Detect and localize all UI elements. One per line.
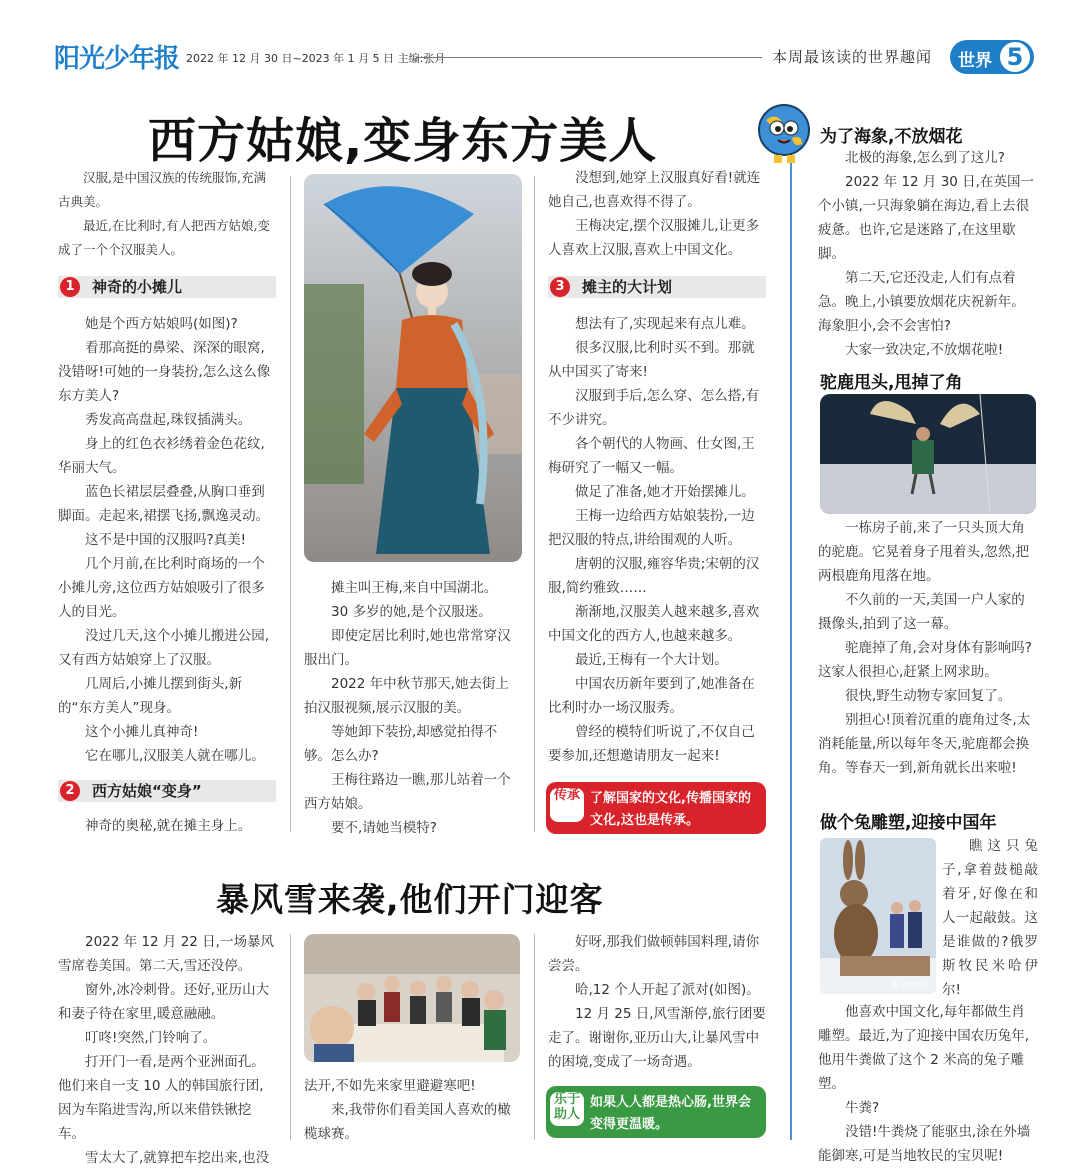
- sidebar-story-rabbit-side: [942, 834, 1038, 1002]
- paragraph: 没错!牛粪烧了能驱虫,涂在外墙能御寒,可是当地牧民的宝贝呢!: [818, 1124, 1031, 1164]
- paragraph: 叮咚!突然,门铃响了。: [85, 1030, 217, 1046]
- paragraph: 他喜欢中国文化,每年都做生肖雕塑。最近,为了迎接中国农历兔年,他用牛粪做了这个 2 米高的兔子雕塑。: [818, 1004, 1030, 1092]
- paragraph: 中国农历新年要到了,她准备在比利时办一场汉服秀。: [548, 676, 755, 716]
- paragraph: 即使定居比利时,她也常常穿汉服出门。: [304, 628, 511, 668]
- sidebar-story-moose: [818, 516, 1038, 780]
- paragraph: 它在哪儿,汉服美人就在哪儿。: [85, 748, 265, 764]
- paragraph: 牛粪?: [845, 1100, 880, 1116]
- article2-col1: [58, 930, 276, 1170]
- column-rule: [290, 176, 291, 832]
- paragraph: 王梅一边给西方姑娘装扮,一边把汉服的特点,讲给围观的人听。: [548, 508, 755, 548]
- paragraph: 做足了准备,她才开始摆摊儿。: [575, 484, 755, 500]
- paragraph: 一栋房子前,来了一只头顶大角的驼鹿。它晃着身子甩着头,忽然,把两根鹿角甩落在地。: [818, 520, 1030, 584]
- mascot-icon: [756, 102, 812, 164]
- paragraph: 法开,不如先来家里避避寒吧!: [304, 1078, 476, 1094]
- paragraph: 2022 年 12 月 30 日,在英国一个小镇,一只海象躺在海边,看上去很疲惫。也许,它是迷路了,在这里歇脚。: [818, 174, 1034, 262]
- subhead-2: [58, 780, 276, 802]
- header-rule: [416, 57, 762, 58]
- paragraph: 很多汉服,比利时买不到。那就从中国买了寄来!: [548, 340, 755, 380]
- article1-col3: [548, 312, 766, 768]
- subhead-1: [58, 276, 276, 298]
- headline-blizzard: 暴风雪来袭,他们开门迎客: [216, 880, 604, 919]
- subhead-number: 2: [60, 781, 80, 801]
- article2-col3: [548, 930, 766, 1074]
- paragraph: 窗外,冰冷刺骨。还好,亚历山大和妻子待在家里,暖意融融。: [58, 982, 270, 1022]
- paragraph: 汉服到手后,怎么穿、怎么搭,有不少讲究。: [548, 388, 760, 428]
- article1-col1: [58, 312, 276, 768]
- paragraph: 神奇的奥秘,就在摊主身上。: [85, 818, 252, 834]
- paragraph: 2022 年 12 月 22 日,一场暴风雪席卷美国。第二天,雪还没停。: [58, 934, 274, 974]
- article1-col1-end: [58, 814, 276, 838]
- masthead: 阳光少年报: [54, 44, 180, 74]
- paragraph: 北极的海象,怎么到了这儿?: [845, 150, 1005, 166]
- article1-col2: [304, 576, 522, 840]
- paragraph: 看那高挺的鼻梁、深深的眼窝,没错呀!可她的一身装扮,怎么这么像东方美人?: [58, 340, 271, 404]
- callout-badge: 乐于助人: [550, 1092, 584, 1126]
- paragraph: 王梅往路边一瞧,那儿站着一个西方姑娘。: [304, 772, 511, 812]
- paragraph: 几周后,小摊儿摆到街头,新的“东方美人”现身。: [58, 676, 243, 716]
- column-rule: [534, 934, 535, 1140]
- photo-credit: IC photo: [892, 980, 926, 989]
- party-photo: [304, 934, 520, 1062]
- paragraph: 秀发高高盘起,珠钗插满头。: [85, 412, 252, 428]
- paragraph: 30 多岁的她,是个汉服迷。: [331, 604, 492, 620]
- paragraph: 很快,野生动物专家回复了。: [845, 688, 1012, 704]
- paragraph: 她是个西方姑娘吗(如图)?: [85, 316, 238, 332]
- paragraph: 瞧这只兔子,拿着鼓槌敲着牙,好像在和人一起敲鼓。这是谁做的?俄罗斯牧民米哈伊尔!: [942, 838, 1038, 998]
- paragraph: 没想到,她穿上汉服真好看!就连她自己,也喜欢得不得了。: [548, 170, 761, 210]
- paragraph: 雪太大了,就算把车挖出来,也没: [85, 1150, 270, 1166]
- sidebar-story-walrus: [818, 146, 1038, 362]
- page-number: 5: [998, 40, 1032, 74]
- paragraph: 第二天,它还没走,人们有点着急。晚上,小镇要放烟花庆祝新年。海象胆小,会不会害怕?: [818, 270, 1025, 334]
- article1-intro: [58, 166, 276, 262]
- paragraph: 这不是中国的汉服吗?真美!: [85, 532, 247, 548]
- subhead-number: 3: [550, 277, 570, 297]
- paragraph: 12 月 25 日,风雪渐停,旅行团要走了。谢谢你,亚历山大,让暴风雪中的困境,变成了一场奇遇。: [548, 1006, 766, 1070]
- paragraph: 2022 年中秋节那天,她去街上拍汉服视频,展示汉服的美。: [304, 676, 509, 716]
- column-rule: [290, 934, 291, 1140]
- paragraph: 身上的红色衣衫绣着金色花纹,华丽大气。: [58, 436, 265, 476]
- paragraph: 哈,12 个人开起了派对(如图)。: [575, 982, 760, 998]
- callout-badge: 传承: [550, 788, 584, 822]
- subhead-title: 摊主的大计划: [582, 278, 673, 296]
- paragraph: 曾经的模特们听说了,不仅自己要参加,还想邀请朋友一起来!: [548, 724, 755, 764]
- rabbit-sculpture-photo: [820, 838, 936, 994]
- paragraph: 要不,请她当模特?: [331, 820, 437, 836]
- paragraph: 打开门一看,是两个亚洲面孔。他们来自一支 10 人的韩国旅行团,因为车陷进雪沟,所以来借铁锹挖车。: [58, 1054, 265, 1142]
- paragraph: 唐朝的汉服,雍容华贵;宋朝的汉服,简约雅致……: [548, 556, 760, 596]
- subhead-title: 神奇的小摊儿: [92, 278, 183, 296]
- sidebar-title-moose: 驼鹿甩头,甩掉了角: [820, 373, 963, 393]
- paragraph: 各个朝代的人物画、仕女图,王梅研究了一幅又一幅。: [548, 436, 755, 476]
- article1-col3-top: [548, 166, 766, 262]
- intro-paragraph: 汉服,是中国汉族的传统服饰,充满古典美。: [58, 170, 266, 209]
- paragraph: 来,我带你们看美国人喜欢的橄榄球赛。: [304, 1102, 511, 1142]
- paragraph: 别担心!顶着沉重的鹿角过冬,太消耗能量,所以每年冬天,驼鹿都会换角。等春天一到,新角就长出来啦!: [818, 712, 1031, 776]
- paragraph: 王梅决定,摆个汉服摊儿,让更多人喜欢上汉服,喜欢上中国文化。: [548, 218, 760, 258]
- subhead-3: [548, 276, 766, 298]
- intro-paragraph: 最近,在比利时,有人把西方姑娘,变成了一个个汉服美人。: [58, 218, 270, 257]
- headline-hanfu: 西方姑娘,变身东方美人: [148, 113, 658, 169]
- callout-text: 了解国家的文化,传播国家的文化,这也是传承。: [590, 791, 751, 828]
- hanfu-model-photo: [304, 174, 522, 562]
- paragraph: 几个月前,在比利时商场的一个小摊儿旁,这位西方姑娘吸引了很多人的目光。: [58, 556, 265, 620]
- subhead-title: 西方姑娘“变身”: [92, 782, 202, 800]
- paragraph: 等她卸下装扮,却感觉拍得不够。怎么办?: [304, 724, 498, 764]
- section-label: 世界: [958, 51, 992, 71]
- sidebar-story-rabbit: [818, 1000, 1038, 1168]
- callout-heritage: [546, 782, 766, 834]
- subhead-number: 1: [60, 277, 80, 297]
- paragraph: 渐渐地,汉服美人越来越多,喜欢中国文化的西方人,也越来越多。: [548, 604, 760, 644]
- sidebar-rule: [790, 150, 792, 1140]
- column-rule: [534, 176, 535, 832]
- callout-text: 如果人人都是热心肠,世界会变得更温暖。: [590, 1095, 751, 1132]
- sidebar-title-rabbit: 做个兔雕塑,迎接中国年: [820, 813, 997, 833]
- paragraph: 大家一致决定,不放烟花啦!: [845, 342, 1004, 358]
- paragraph: 摊主叫王梅,来自中国湖北。: [331, 580, 498, 596]
- paragraph: 想法有了,实现起来有点儿难。: [575, 316, 755, 332]
- paragraph: 这个小摊儿真神奇!: [85, 724, 199, 740]
- callout-helping: [546, 1086, 766, 1138]
- paragraph: 没过几天,这个小摊儿搬进公园,又有西方姑娘穿上了汉服。: [58, 628, 270, 668]
- paragraph: 驼鹿掉了角,会对身体有影响吗?这家人很担心,赶紧上网求助。: [818, 640, 1032, 680]
- tagline: 本周最该读的世界趣闻: [772, 48, 933, 66]
- dateline: 2022 年 12 月 30 日~2023 年 1 月 5 日 主编:张月: [186, 52, 446, 65]
- sidebar-title-walrus: 为了海象,不放烟花: [820, 127, 963, 147]
- paragraph: 蓝色长裙层层叠叠,从胸口垂到脚面。走起来,裙摆飞扬,飘逸灵动。: [58, 484, 270, 524]
- paragraph: 不久前的一天,美国一户人家的摄像头,拍到了这一幕。: [818, 592, 1025, 632]
- article2-col2: [304, 1074, 522, 1146]
- moose-photo: [820, 394, 1036, 514]
- paragraph: 最近,王梅有一个大计划。: [575, 652, 728, 668]
- paragraph: 好呀,那我们做顿韩国料理,请你尝尝。: [548, 934, 760, 974]
